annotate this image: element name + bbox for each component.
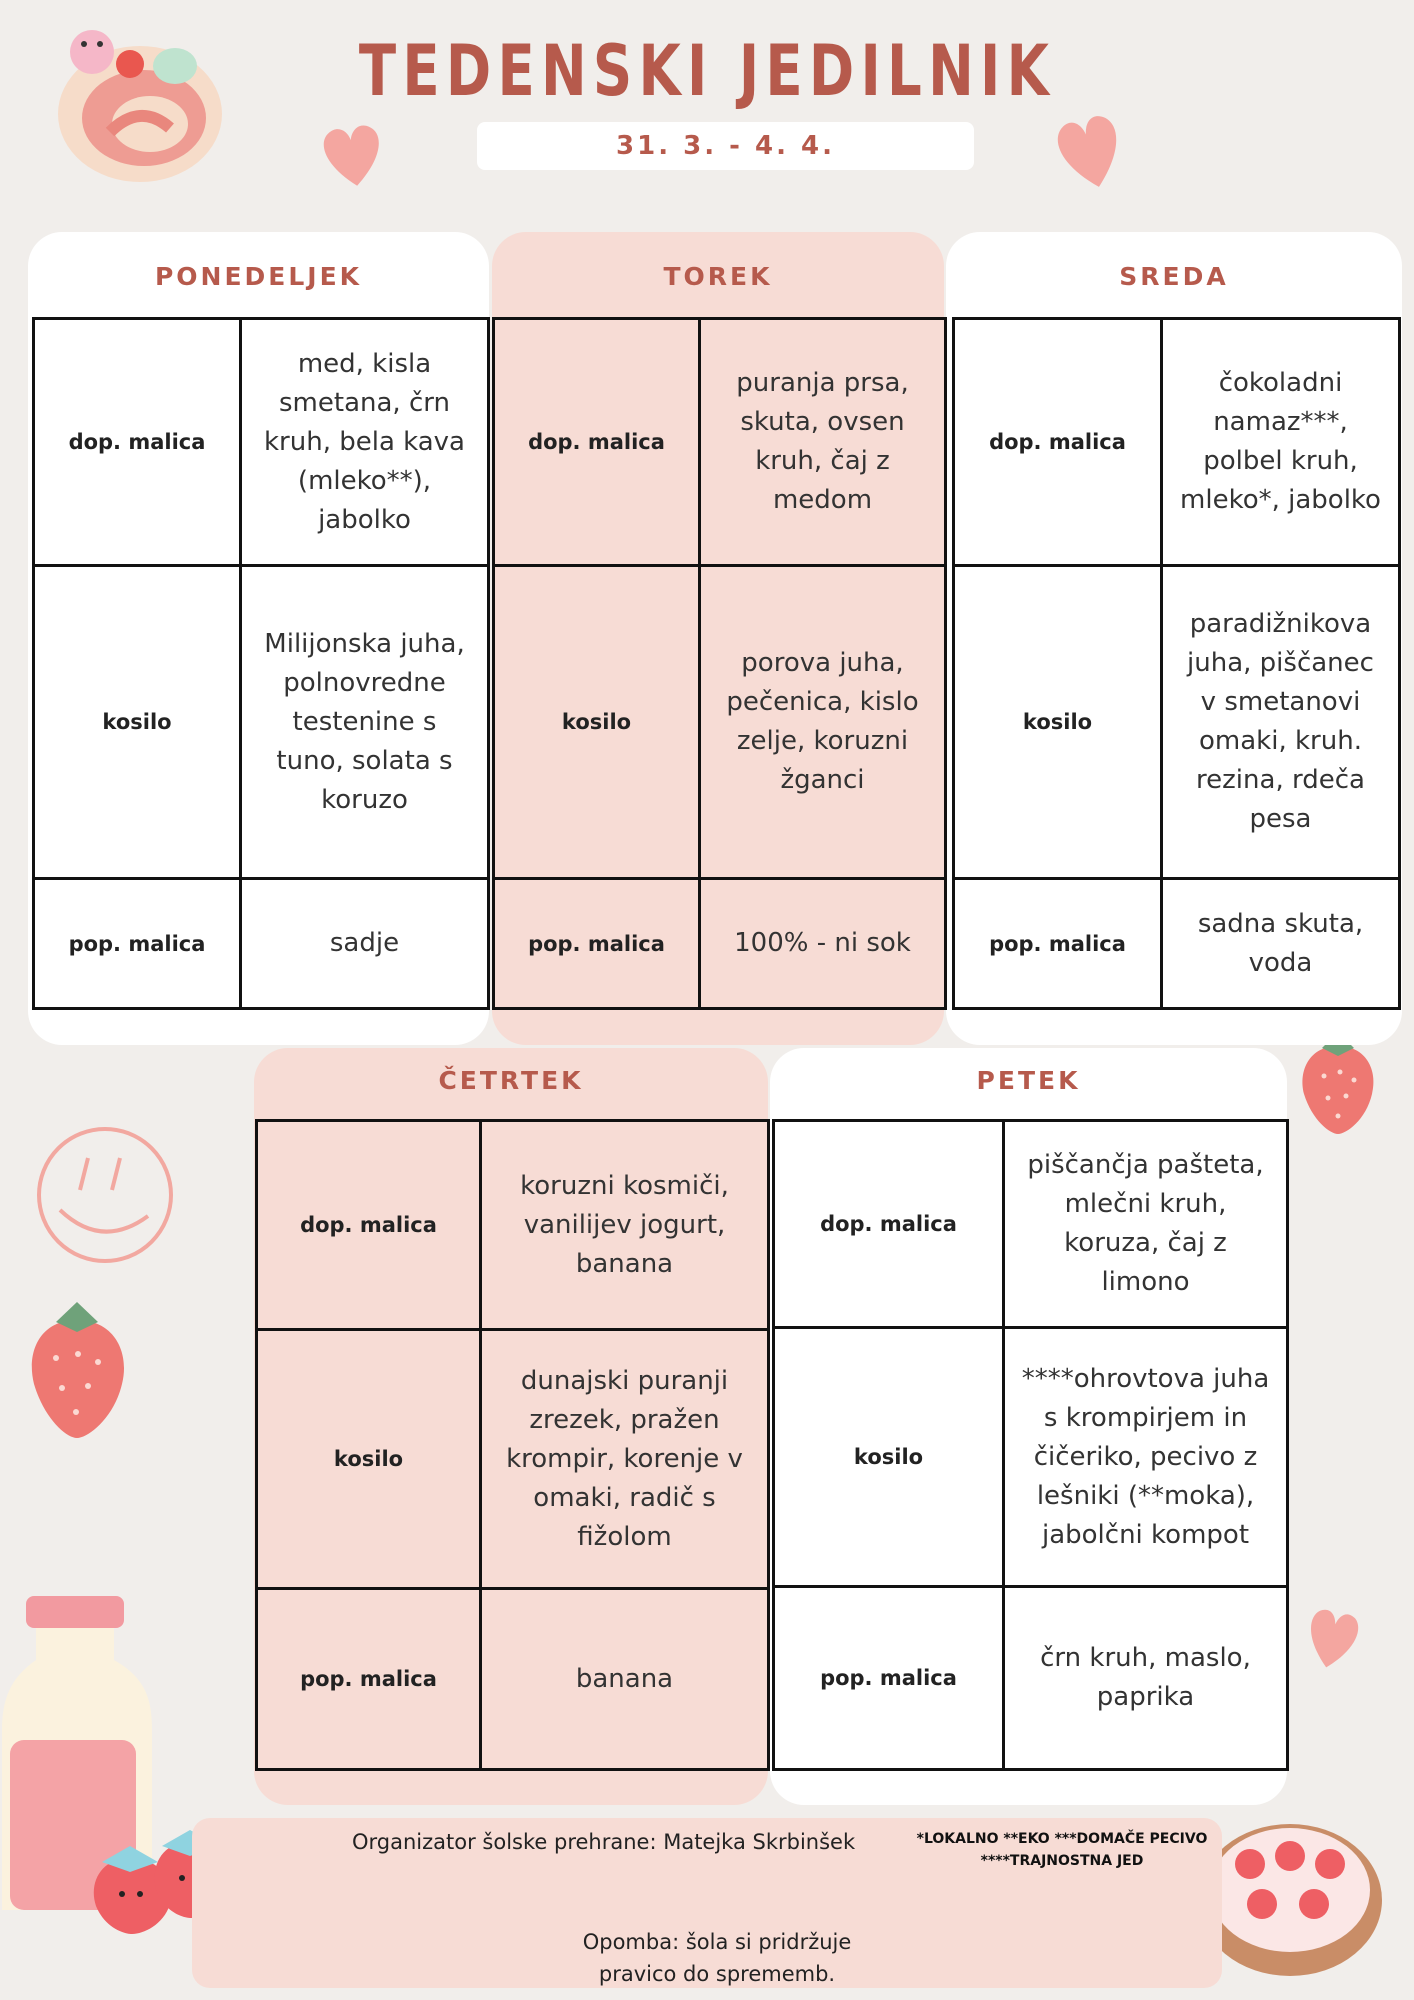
day-label: ČETRTEK [438,1066,584,1095]
row-label: kosilo [954,566,1162,879]
menu-item: 100% - ni sok [700,879,946,1009]
heart-icon [1052,106,1128,194]
menu-item: piščančja pašteta, mlečni kruh, koruza, čaj z limono [1004,1121,1288,1328]
row-label: pop. malica [774,1587,1004,1770]
row-label: kosilo [774,1328,1004,1587]
menu-item: puranja prsa, skuta, ovsen kruh, čaj z medom [700,319,946,566]
menu-item: dunajski puranji zrezek, pražen krompir, korenje v omaki, radič s fižolom [481,1330,769,1589]
swiss-roll-icon [40,14,240,184]
organizer-text: Organizator šolske prehrane: Matejka Skrbinšek [352,1830,856,1854]
menu-item: sadna skuta, voda [1162,879,1400,1009]
menu-table-tuesday [492,317,947,1010]
row-label: pop. malica [257,1589,481,1770]
row-label: dop. malica [257,1121,481,1330]
footer-panel [192,1818,1222,1988]
date-range: 31. 3. - 4. 4. [477,122,974,170]
legend [892,1828,1232,1872]
row-label: pop. malica [494,879,700,1009]
row-label: dop. malica [954,319,1162,566]
strawberry-icon [22,1298,132,1442]
menu-item: koruzni kosmiči, vanilijev jogurt, banana [481,1121,769,1330]
menu-table-friday [772,1119,1289,1771]
row-label: pop. malica [34,879,241,1009]
menu-item: čokoladni namaz***, polbel kruh, mleko*, jabolko [1162,319,1400,566]
day-label: PETEK [976,1066,1081,1095]
legend-line: *LOKALNO **EKO ***DOMAČE PECIVO [916,1831,1208,1847]
footnote-text: Opomba: šola si pridržuje pravico do sprememb. [582,1930,852,1986]
menu-item: porova juha, pečenica, kislo zelje, koruzni žganci [700,566,946,879]
day-label: SREDA [1119,262,1229,291]
day-label: TOREK [663,262,773,291]
row-label: dop. malica [774,1121,1004,1328]
menu-item: Milijonska juha, polnovredne testenine s tuno, solata s koruzo [241,566,489,879]
menu-item: črn kruh, maslo, paprika [1004,1587,1288,1770]
menu-item: sadje [241,879,489,1009]
row-label: dop. malica [494,319,700,566]
menu-item: med, kisla smetana, črn kruh, bela kava (mleko**), jabolko [241,319,489,566]
menu-table-wednesday [952,317,1401,1010]
day-label: PONEDELJEK [154,262,363,291]
row-label: kosilo [494,566,700,879]
menu-table-monday [32,317,490,1010]
legend-line: ****TRAJNOSTNA JED [980,1853,1144,1869]
smiley-face-icon [30,1120,180,1270]
row-label: dop. malica [34,319,241,566]
menu-table-thursday [255,1119,770,1771]
menu-item: paradižnikova juha, piščanec v smetanovi omaki, kruh. rezina, rdeča pesa [1162,566,1400,879]
row-label: kosilo [257,1330,481,1589]
heart-icon [318,116,388,192]
menu-item: banana [481,1589,769,1770]
row-label: pop. malica [954,879,1162,1009]
menu-item: ****ohrovtova juha s krompirjem in čičeriko, pecivo z lešniki (**moka), jabolčni kompot [1004,1328,1288,1587]
page-title: TEDENSKI JEDILNIK [358,30,1056,112]
row-label: kosilo [34,566,241,879]
heart-icon [1302,1600,1362,1672]
